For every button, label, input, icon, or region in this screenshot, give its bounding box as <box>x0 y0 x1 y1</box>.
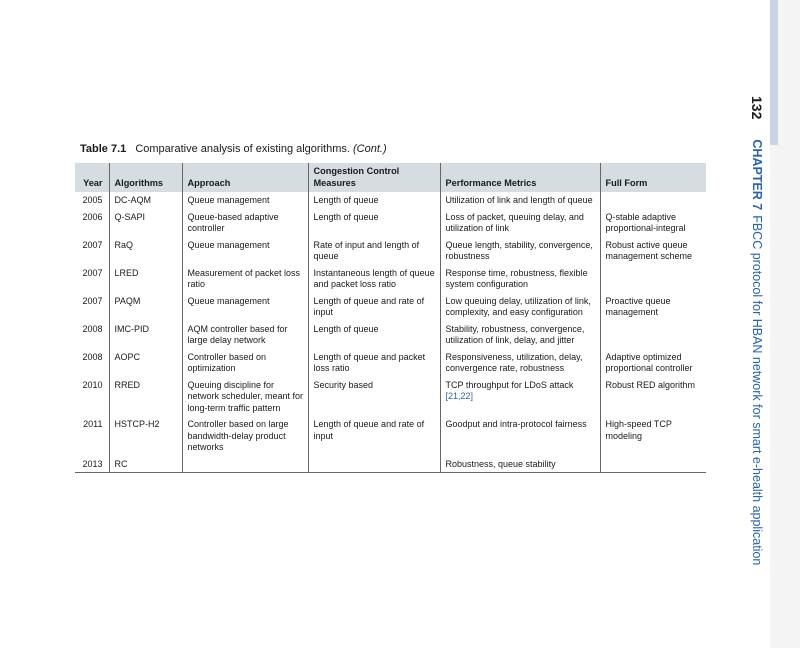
header-full-form: Full Form <box>600 163 706 192</box>
cell-year: 2013 <box>82 458 103 469</box>
table-row <box>75 209 706 237</box>
cell-metrics: Responsiveness, utilization, delay, convergence rate, robustness <box>440 349 600 377</box>
cell-measures: Length of queue and packet loss ratio <box>308 349 440 377</box>
table-row <box>75 416 706 456</box>
cell-measures <box>308 456 440 473</box>
cell-metrics: Stability, robustness, convergence, utilization of link, delay, and jitter <box>440 321 600 349</box>
table-row <box>75 293 706 321</box>
citation-link[interactable]: [21,22] <box>445 391 474 401</box>
cell-approach: AQM controller based for large delay network <box>182 321 308 349</box>
cell-approach: Controller based on optimization <box>182 349 308 377</box>
cell-measures: Length of queue <box>308 209 440 237</box>
table-caption-cont: (Cont.) <box>352 143 387 155</box>
cell-metrics: Queue length, stability, convergence, robustness <box>440 237 600 265</box>
cell-approach: Controller based on large bandwidth-delay product networks <box>182 416 308 456</box>
cell-algorithm: AOPC <box>109 349 182 377</box>
cell-metrics: Loss of packet, queuing delay, and utilization of link <box>440 209 600 237</box>
cell-measures: Instantaneous length of queue and packet loss ratio <box>308 265 440 293</box>
cell-metrics: Robustness, queue stability <box>440 456 600 473</box>
table-caption-text: Comparative analysis of existing algorithms. <box>135 143 350 155</box>
cell-measures: Length of queue <box>308 321 440 349</box>
cell-algorithm: LRED <box>109 265 182 293</box>
cell-approach: Queue management <box>182 237 308 265</box>
cell-full-form <box>600 321 706 349</box>
cell-measures: Length of queue and rate of input <box>308 293 440 321</box>
cell-year: 2007 <box>82 267 103 278</box>
cell-metrics: Low queuing delay, utilization of link, complexity, and easy configuration <box>440 293 600 321</box>
cell-metrics: Utilization of link and length of queue <box>440 192 600 209</box>
table-row <box>75 456 706 473</box>
cell-measures: Rate of input and length of queue <box>308 237 440 265</box>
cell-approach: Measurement of packet loss ratio <box>182 265 308 293</box>
table-row <box>75 349 706 377</box>
cell-year: 2006 <box>82 211 103 222</box>
header-performance-metrics: Performance Metrics <box>440 163 600 192</box>
cell-full-form: Proactive queue management <box>600 293 706 321</box>
table-row <box>75 237 706 265</box>
cell-year: 2007 <box>82 295 103 306</box>
cell-algorithm: HSTCP-H2 <box>109 416 182 456</box>
table-header-row <box>75 163 706 192</box>
cell-algorithm: Q-SAPI <box>109 209 182 237</box>
comparison-table <box>75 163 706 473</box>
cell-algorithm: IMC-PID <box>109 321 182 349</box>
cell-approach: Queue-based adaptive controller <box>182 209 308 237</box>
chapter-title: FBCC protocol for HBAN network for smart e-health application <box>750 215 764 566</box>
cell-metrics: Goodput and intra-protocol fairness <box>440 416 600 456</box>
table-caption <box>80 143 387 155</box>
page-number: 132 <box>749 96 765 120</box>
table-row <box>75 377 706 417</box>
cell-metrics: Response time, robustness, flexible system configuration <box>440 265 600 293</box>
table-row <box>75 321 706 349</box>
cell-metrics <box>440 377 600 417</box>
cell-full-form: Robust active queue management scheme <box>600 237 706 265</box>
table-row <box>75 192 706 209</box>
cell-year: 2007 <box>82 239 103 250</box>
running-header <box>742 96 772 566</box>
cell-year: 2008 <box>82 323 103 334</box>
cell-full-form <box>600 192 706 209</box>
header-algorithms: Algorithms <box>109 163 182 192</box>
header-year: Year <box>75 163 109 192</box>
cell-measures: Security based <box>308 377 440 417</box>
cell-full-form: High-speed TCP modeling <box>600 416 706 456</box>
header-congestion-control-measures: Congestion Control Measures <box>308 163 440 192</box>
cell-metrics-text: TCP throughput for LDoS attack <box>445 379 574 390</box>
cell-full-form <box>600 265 706 293</box>
cell-algorithm: RaQ <box>109 237 182 265</box>
cell-year: 2008 <box>82 351 103 362</box>
cell-approach: Queue management <box>182 293 308 321</box>
cell-year: 2010 <box>82 379 103 390</box>
cell-year: 2011 <box>83 419 103 429</box>
cell-algorithm: RRED <box>109 377 182 417</box>
cell-algorithm: PAQM <box>109 293 182 321</box>
cell-algorithm: DC-AQM <box>109 192 182 209</box>
cell-full-form: Adaptive optimized proportional controller <box>600 349 706 377</box>
header-approach: Approach <box>182 163 308 192</box>
table-caption-label: Table 7.1 <box>80 143 127 155</box>
cell-measures: Length of queue <box>308 192 440 209</box>
chapter-label: CHAPTER 7 <box>750 139 764 211</box>
table-row <box>75 265 706 293</box>
cell-approach: Queue management <box>182 192 308 209</box>
cell-approach <box>182 456 308 473</box>
cell-full-form: Q-stable adaptive proportional-integral <box>600 209 706 237</box>
cell-measures: Length of queue and rate of input <box>308 416 440 456</box>
cell-approach: Queuing discipline for network scheduler, meant for long-term traffic pattern <box>182 377 308 417</box>
cell-year: 2005 <box>82 195 103 205</box>
cell-full-form: Robust RED algorithm <box>600 377 706 417</box>
cell-full-form <box>600 456 706 473</box>
cell-algorithm: RC <box>109 456 182 473</box>
